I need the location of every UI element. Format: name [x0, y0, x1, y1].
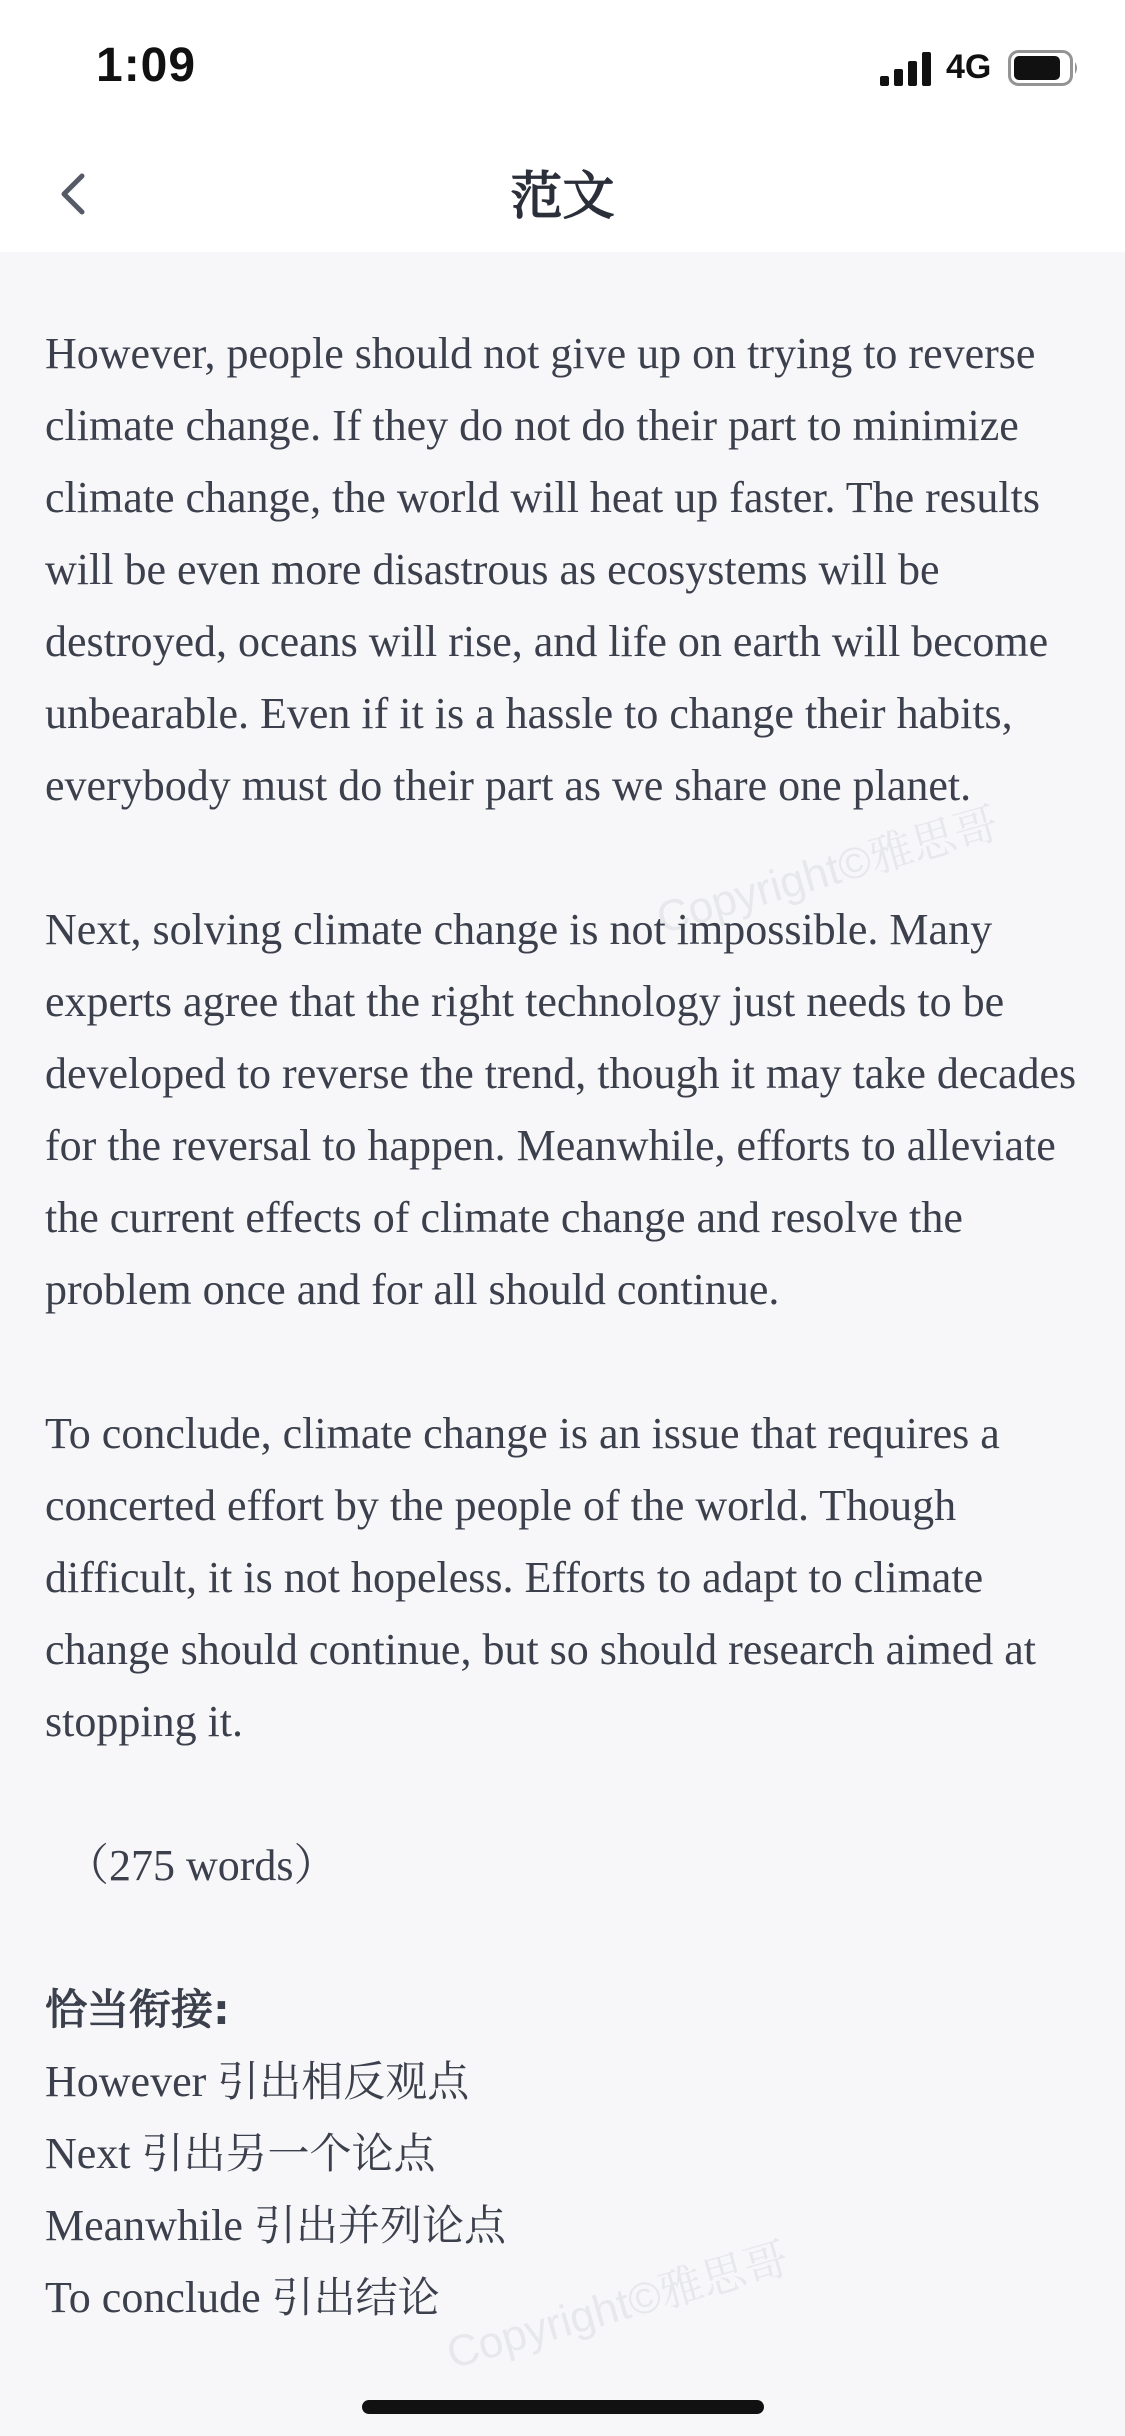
transition-desc: 引出结论 [271, 2273, 440, 2322]
transition-item [45, 2262, 1095, 2334]
transition-item [45, 2118, 1095, 2190]
transition-term: Next [45, 2129, 131, 2178]
transitions-heading: 恰当衔接: [45, 1985, 230, 2034]
transition-desc: 引出并列论点 [253, 2201, 506, 2250]
transition-item [45, 2046, 1095, 2118]
transition-desc: 引出相反观点 [217, 2057, 470, 2106]
watermark-text: Copyright©雅思哥 [651, 799, 1004, 944]
word-count: （275 words） [65, 1841, 338, 1890]
status-bar [0, 0, 1125, 132]
essay-paragraph: Next, solving climate change is not impossible. Many experts agree that the right technology just needs to be developed to reverse the trend, though it may take decades for the reversal to happen. Meanwhile, efforts to alleviate the current effects of climate change and resolve the problem once and for all should continue. [45, 905, 1077, 1314]
signal-icon [880, 52, 934, 86]
status-time: 1:09 [96, 39, 197, 92]
essay-paragraph: However, people should not give up on trying to reverse climate change. If they do not do their part to minimize climate change, the world will heat up faster. The results will be even more disastrous as ecosystems will be destroyed, oceans will rise, and life on earth will become unbearable. Even if it is a hassle to change their habits, everybody must do their part as we share one planet. [45, 329, 1049, 810]
home-indicator[interactable] [362, 2400, 764, 2414]
essay-content [45, 318, 1095, 2334]
transition-term: Meanwhile [45, 2201, 243, 2250]
network-label: 4G [946, 48, 992, 86]
battery-icon [1008, 50, 1080, 86]
transition-term: However [45, 2057, 207, 2106]
transition-desc: 引出另一个论点 [141, 2129, 436, 2178]
nav-bar [0, 132, 1125, 252]
page-title: 范文 [510, 167, 615, 227]
transition-item [45, 2190, 1095, 2262]
watermark-text: Copyright©雅思哥 [441, 2234, 794, 2379]
transition-term: To conclude [45, 2273, 261, 2322]
essay-paragraph: To conclude, climate change is an issue that requires a concerted effort by the people of the world. Though difficult, it is not hopeless. Efforts to adapt to climate change should continue, but so should research aimed at stopping it. [45, 1409, 1036, 1746]
